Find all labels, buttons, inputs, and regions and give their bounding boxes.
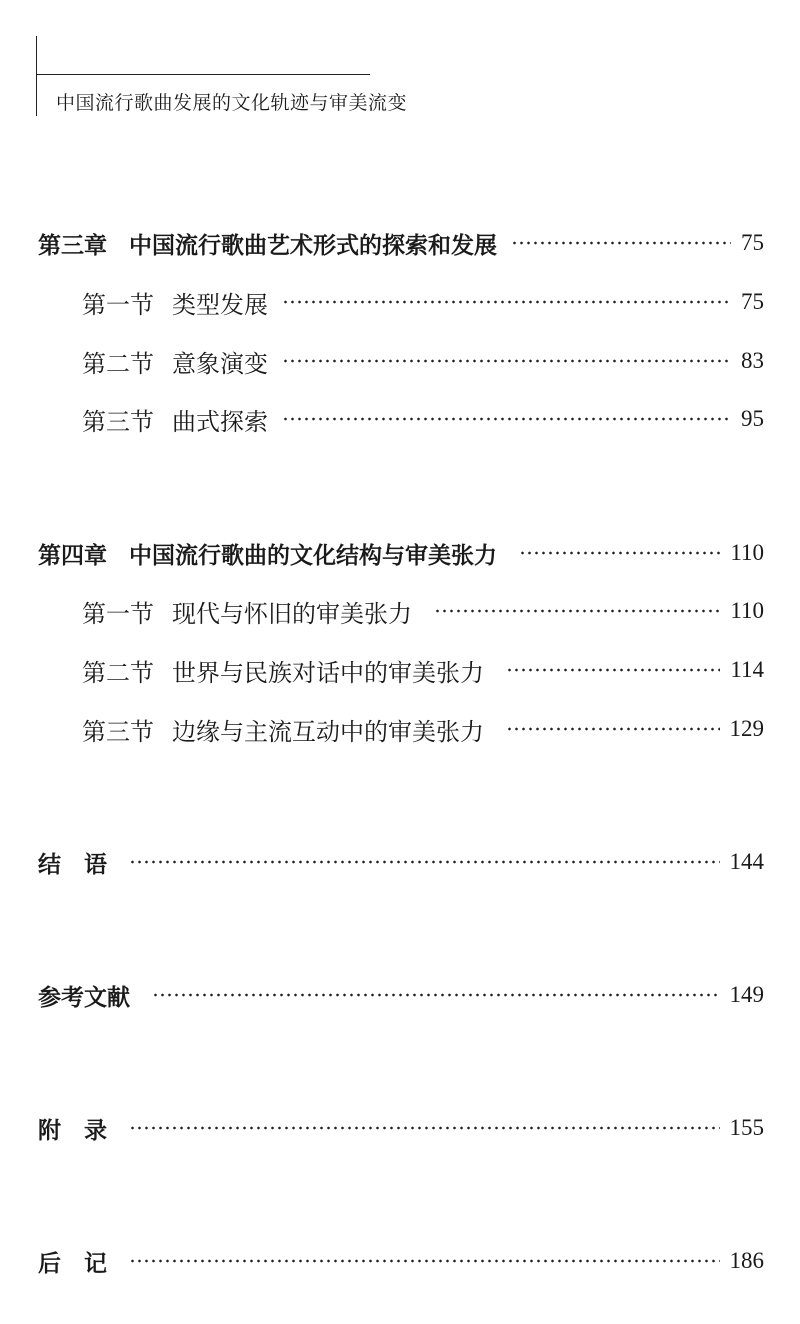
dot-leader [434, 609, 720, 613]
section-heading [82, 344, 268, 379]
section-title: 现代与怀旧的审美张力 [172, 599, 412, 628]
page-number: 144 [729, 849, 764, 874]
page-number: 110 [730, 598, 764, 623]
backmatter-title: 后 记 [38, 1250, 107, 1277]
section-number: 第三节 [82, 407, 154, 436]
page-number: 129 [729, 716, 764, 741]
chapter-heading [38, 227, 497, 260]
section-heading [82, 594, 412, 629]
section-heading [82, 653, 484, 688]
section-number: 第三节 [82, 717, 154, 746]
section-title: 世界与民族对话中的审美张力 [172, 658, 484, 687]
section-title: 曲式探索 [172, 407, 268, 436]
section-title: 意象演变 [172, 349, 268, 378]
page-number: 186 [729, 1248, 764, 1273]
dot-leader [282, 417, 731, 421]
dot-leader [129, 1126, 720, 1130]
section-heading [82, 712, 484, 747]
dot-leader [506, 727, 720, 731]
dot-leader [282, 300, 731, 304]
page-number: 110 [730, 540, 764, 565]
section-heading [82, 285, 268, 320]
chapter-title: 中国流行歌曲艺术形式的探索和发展 [129, 232, 497, 259]
backmatter-title: 附 录 [38, 1117, 107, 1144]
toc-entry-chapter-4[interactable] [38, 536, 764, 570]
page-number: 83 [741, 348, 764, 373]
toc-entry-section[interactable] [82, 712, 764, 746]
page-number: 75 [741, 230, 764, 255]
dot-leader [511, 241, 731, 245]
chapter-number: 第三章 [38, 232, 107, 259]
toc-entry-references[interactable] [38, 978, 764, 1012]
toc-entry-section[interactable] [82, 285, 764, 319]
dot-leader [506, 668, 720, 672]
section-title: 类型发展 [172, 290, 268, 319]
page-number: 114 [730, 657, 764, 682]
section-number: 第二节 [82, 658, 154, 687]
chapter-heading [38, 537, 497, 570]
toc-entry-section[interactable] [82, 594, 764, 628]
dot-leader [152, 993, 720, 997]
toc-entry-conclusion[interactable] [38, 845, 764, 879]
page-number: 75 [741, 289, 764, 314]
section-number: 第一节 [82, 290, 154, 319]
toc-entry-afterword[interactable] [38, 1244, 764, 1278]
page-number: 95 [741, 406, 764, 431]
backmatter-title: 结 语 [38, 851, 107, 878]
page-number: 155 [729, 1115, 764, 1140]
running-header-title: 中国流行歌曲发展的文化轨迹与审美流变 [56, 92, 408, 114]
chapter-number: 第四章 [38, 542, 107, 569]
toc-entry-appendix[interactable] [38, 1111, 764, 1145]
header-vertical-rule [36, 36, 37, 116]
toc-entry-section[interactable] [82, 653, 764, 687]
toc-entry-section[interactable] [82, 344, 764, 378]
section-number: 第二节 [82, 349, 154, 378]
toc-entry-chapter-3[interactable] [38, 226, 764, 260]
section-heading [82, 402, 268, 437]
backmatter-title: 参考文献 [38, 984, 130, 1011]
toc-entry-section[interactable] [82, 402, 764, 436]
dot-leader [129, 1259, 720, 1263]
dot-leader [282, 359, 731, 363]
chapter-title: 中国流行歌曲的文化结构与审美张力 [129, 542, 497, 569]
dot-leader [129, 860, 720, 864]
page-number: 149 [729, 982, 764, 1007]
header-horizontal-rule [36, 74, 370, 75]
section-title: 边缘与主流互动中的审美张力 [172, 717, 484, 746]
dot-leader [519, 551, 720, 555]
section-number: 第一节 [82, 599, 154, 628]
